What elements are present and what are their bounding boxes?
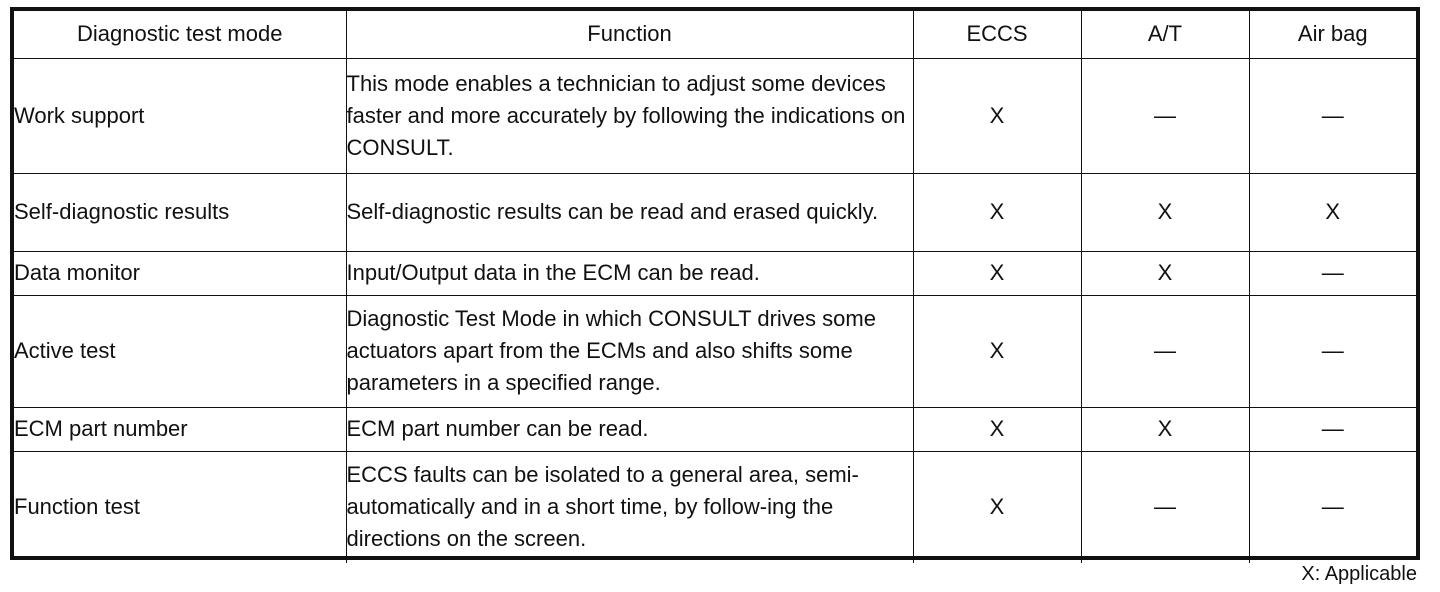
table-row <box>14 251 1416 295</box>
airbag-cell: — <box>1249 295 1416 407</box>
eccs-cell: X <box>913 251 1081 295</box>
eccs-cell: X <box>913 295 1081 407</box>
at-cell: X <box>1081 173 1249 251</box>
function-cell: Diagnostic Test Mode in which CONSULT drives some actuators apart from the ECMs and also shifts some parameters in a specified range. <box>346 295 913 407</box>
table-row <box>14 295 1416 407</box>
function-cell: ECCS faults can be isolated to a general area, semi-automatically and in a short time, by follow-ing the directions on the screen. <box>346 451 913 563</box>
header-function: Function <box>346 11 913 58</box>
airbag-cell: — <box>1249 407 1416 451</box>
mode-cell: ECM part number <box>14 407 346 451</box>
table-row <box>14 58 1416 173</box>
header-eccs: ECCS <box>913 11 1081 58</box>
airbag-cell: — <box>1249 251 1416 295</box>
airbag-cell: X <box>1249 173 1416 251</box>
table-row <box>14 407 1416 451</box>
at-cell: X <box>1081 407 1249 451</box>
mode-cell: Active test <box>14 295 346 407</box>
function-cell: ECM part number can be read. <box>346 407 913 451</box>
at-cell: X <box>1081 251 1249 295</box>
table-header-row <box>14 11 1416 58</box>
airbag-cell: — <box>1249 58 1416 173</box>
header-at: A/T <box>1081 11 1249 58</box>
at-cell: — <box>1081 295 1249 407</box>
mode-cell: Work support <box>14 58 346 173</box>
diagnostic-mode-table <box>10 7 1420 560</box>
airbag-cell: — <box>1249 451 1416 563</box>
mode-cell: Data monitor <box>14 251 346 295</box>
eccs-cell: X <box>913 58 1081 173</box>
function-cell: Input/Output data in the ECM can be read. <box>346 251 913 295</box>
eccs-cell: X <box>913 451 1081 563</box>
function-cell: Self-diagnostic results can be read and erased quickly. <box>346 173 913 251</box>
header-mode: Diagnostic test mode <box>14 11 346 58</box>
at-cell: — <box>1081 58 1249 173</box>
legend-note: X: Applicable <box>1301 563 1417 585</box>
mode-cell: Function test <box>14 451 346 563</box>
function-cell: This mode enables a technician to adjust some devices faster and more accurately by following the indications on CONSULT. <box>346 58 913 173</box>
eccs-cell: X <box>913 407 1081 451</box>
diagnostic-table <box>14 11 1416 563</box>
table-row <box>14 173 1416 251</box>
eccs-cell: X <box>913 173 1081 251</box>
at-cell: — <box>1081 451 1249 563</box>
table-row <box>14 451 1416 563</box>
header-airbag: Air bag <box>1249 11 1416 58</box>
mode-cell: Self-diagnostic results <box>14 173 346 251</box>
